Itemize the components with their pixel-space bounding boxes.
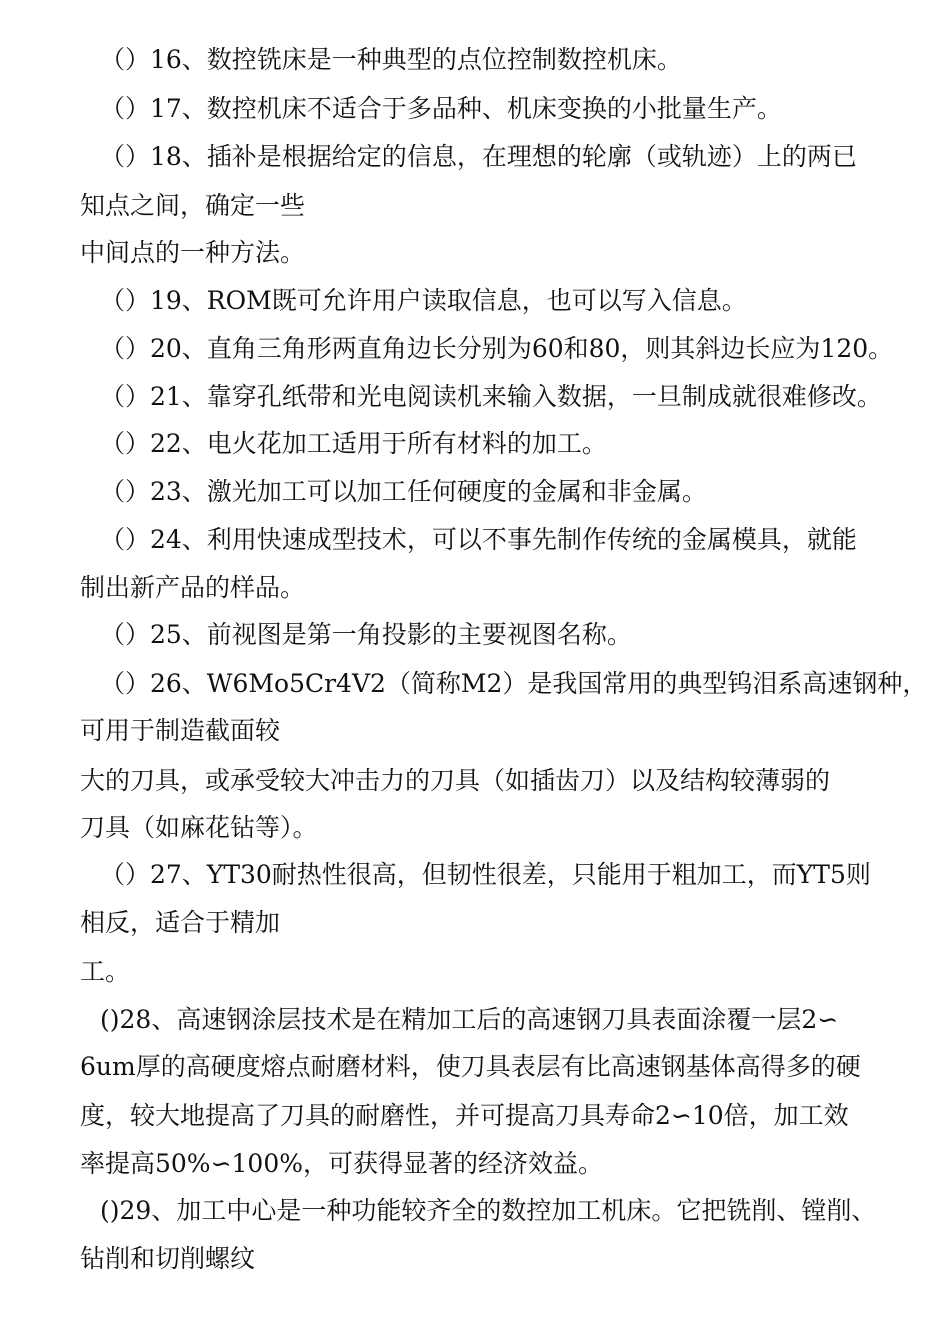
text-line-q18-cont2: 中间点的一种方法。: [80, 238, 306, 267]
text-line-q28-cont2: 度，较大地提高了刀具的耐磨性，并可提高刀具寿命2∽10倍，加工效: [80, 1101, 849, 1130]
text-line-q26-cont2: 大的刀具，或承受较大冲击力的刀具（如插齿刀）以及结构较薄弱的: [80, 766, 831, 795]
text-line-q27-cont2: 工。: [80, 957, 131, 986]
text-line-q19: （）19、ROM既可允许用户读取信息，也可以写入信息。: [100, 286, 747, 315]
text-line-q26-cont3: 刀具（如麻花钻等）。: [80, 813, 318, 842]
text-line-q18-cont1: 知点之间，确定一些: [80, 191, 306, 220]
text-line-q16: （）16、数控铣床是一种典型的点位控制数控机床。: [100, 45, 682, 74]
text-line-q29: ()29、加工中心是一种功能较齐全的数控加工机床。它把铣削、镗削、: [100, 1196, 877, 1225]
text-line-q28-cont3: 率提高50%∽100%，可获得显著的经济效益。: [80, 1149, 603, 1178]
text-line-q25: （）25、前视图是第一角投影的主要视图名称。: [100, 620, 632, 649]
text-line-q23: （）23、激光加工可以加工任何硬度的金属和非金属。: [100, 477, 707, 506]
text-line-q17: （）17、数控机床不适合于多品种、机床变换的小批量生产。: [100, 94, 782, 123]
text-line-q28: ()28、高速钢涂层技术是在精加工后的高速钢刀具表面涂覆一层2∽: [100, 1005, 839, 1034]
text-line-q28-cont1: 6um厚的高硬度熔点耐磨材料，使刀具表层有比高速钢基体高得多的硬: [80, 1052, 861, 1081]
text-line-q24: （）24、利用快速成型技术，可以不事先制作传统的金属模具，就能: [100, 525, 857, 554]
text-line-q29-cont: 钻削和切削螺纹: [80, 1244, 256, 1273]
text-line-q27-cont1: 相反，适合于精加: [80, 908, 281, 937]
text-line-q18: （）18、插补是根据给定的信息，在理想的轮廓（或轨迹）上的两已: [100, 142, 857, 171]
text-line-q26: （）26、W6Mo5Cr4V2（简称M2）是我国常用的典型钨泪系高速钢种，: [100, 669, 928, 698]
text-line-q26-cont1: 可用于制造截面较: [80, 716, 281, 745]
text-line-q22: （）22、电火花加工适用于所有材料的加工。: [100, 429, 607, 458]
text-line-q21: （）21、靠穿孔纸带和光电阅读机来输入数据，一旦制成就很难修改。: [100, 382, 882, 411]
text-line-q20: （）20、直角三角形两直角边长分别为60和80，则其斜边长应为120。: [100, 334, 894, 363]
text-line-q24-cont: 制出新产品的样品。: [80, 573, 306, 602]
text-line-q27: （）27、YT30耐热性很高，但韧性很差，只能用于粗加工，而YT5则: [100, 860, 871, 889]
